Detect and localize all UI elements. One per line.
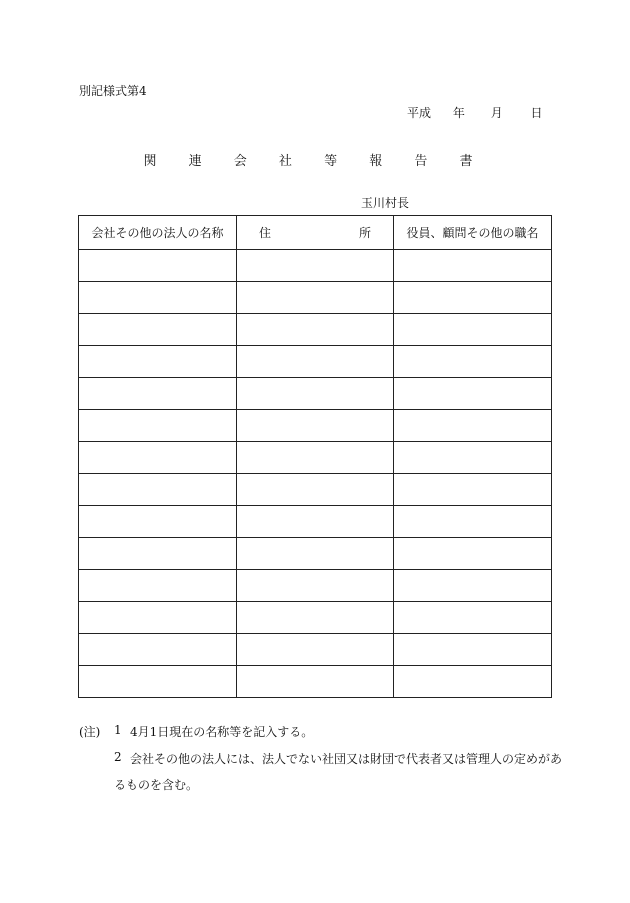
table-row <box>79 378 552 410</box>
table-row <box>79 634 552 666</box>
company-name-cell[interactable] <box>79 570 237 602</box>
note-number: 1 <box>114 723 122 737</box>
note-text: 会社その他の法人には、法人でない社団又は財団で代表者又は管理人の定めがあ <box>130 752 563 766</box>
header-address-part1: 住 <box>259 226 272 240</box>
company-name-cell[interactable] <box>79 634 237 666</box>
address-cell[interactable] <box>237 282 394 314</box>
table-row <box>79 474 552 506</box>
header-position: 役員、顧問その他の職名 <box>394 216 552 250</box>
title-char: 告 <box>414 154 442 169</box>
date-line <box>407 104 543 121</box>
note-text: 4月1日現在の名称等を記入する。 <box>130 725 314 739</box>
position-cell[interactable] <box>394 538 552 570</box>
title-char: 関 <box>143 154 171 169</box>
address-cell[interactable] <box>237 570 394 602</box>
address-cell[interactable] <box>237 346 394 378</box>
address-cell[interactable] <box>237 314 394 346</box>
position-cell[interactable] <box>394 634 552 666</box>
address-cell[interactable] <box>237 378 394 410</box>
date-day: 日 <box>530 106 543 120</box>
position-cell[interactable] <box>394 250 552 282</box>
position-cell[interactable] <box>394 506 552 538</box>
date-year: 年 <box>452 106 465 120</box>
table-row <box>79 250 552 282</box>
notes-label: (注) <box>79 725 101 739</box>
company-name-cell[interactable] <box>79 506 237 538</box>
title-char: 社 <box>278 154 306 169</box>
company-name-cell[interactable] <box>79 314 237 346</box>
address-cell[interactable] <box>237 410 394 442</box>
table-header-row <box>79 216 552 250</box>
company-name-cell[interactable] <box>79 250 237 282</box>
address-cell[interactable] <box>237 634 394 666</box>
document-title <box>0 150 630 169</box>
company-name-cell[interactable] <box>79 442 237 474</box>
company-name-cell[interactable] <box>79 378 237 410</box>
company-name-cell[interactable] <box>79 282 237 314</box>
company-name-cell[interactable] <box>79 602 237 634</box>
table-row <box>79 602 552 634</box>
position-cell[interactable] <box>394 410 552 442</box>
note-number: 2 <box>114 750 122 764</box>
address-cell[interactable] <box>237 538 394 570</box>
position-cell[interactable] <box>394 314 552 346</box>
table-row <box>79 538 552 570</box>
position-cell[interactable] <box>394 666 552 698</box>
related-company-table <box>78 215 552 698</box>
position-cell[interactable] <box>394 282 552 314</box>
company-name-cell[interactable] <box>79 346 237 378</box>
company-name-cell[interactable] <box>79 410 237 442</box>
note-text-continuation: るものを含む。 <box>114 778 199 792</box>
table-row <box>79 282 552 314</box>
address-cell[interactable] <box>237 474 394 506</box>
position-cell[interactable] <box>394 570 552 602</box>
company-name-cell[interactable] <box>79 538 237 570</box>
table-row <box>79 314 552 346</box>
table-row <box>79 346 552 378</box>
address-cell[interactable] <box>237 250 394 282</box>
title-char: 連 <box>188 154 216 169</box>
address-cell[interactable] <box>237 442 394 474</box>
position-cell[interactable] <box>394 346 552 378</box>
header-address <box>237 216 394 250</box>
position-cell[interactable] <box>394 474 552 506</box>
header-address-part2: 所 <box>358 226 371 240</box>
table-row <box>79 410 552 442</box>
title-char: 書 <box>459 154 487 169</box>
table-row <box>79 666 552 698</box>
form-number: 別記様式第4 <box>79 84 147 98</box>
table-body <box>79 250 552 698</box>
table-row <box>79 506 552 538</box>
position-cell[interactable] <box>394 602 552 634</box>
address-cell[interactable] <box>237 666 394 698</box>
position-cell[interactable] <box>394 378 552 410</box>
position-cell[interactable] <box>394 442 552 474</box>
date-era: 平成 <box>407 106 432 120</box>
address-cell[interactable] <box>237 506 394 538</box>
table-row <box>79 570 552 602</box>
title-char: 会 <box>233 154 261 169</box>
company-name-cell[interactable] <box>79 474 237 506</box>
title-char: 等 <box>324 154 352 169</box>
addressee: 玉川村長 <box>361 196 410 210</box>
title-char: 報 <box>369 154 397 169</box>
header-company-name: 会社その他の法人の名称 <box>79 216 237 250</box>
company-name-cell[interactable] <box>79 666 237 698</box>
table-row <box>79 442 552 474</box>
date-month: 月 <box>490 106 503 120</box>
address-cell[interactable] <box>237 602 394 634</box>
